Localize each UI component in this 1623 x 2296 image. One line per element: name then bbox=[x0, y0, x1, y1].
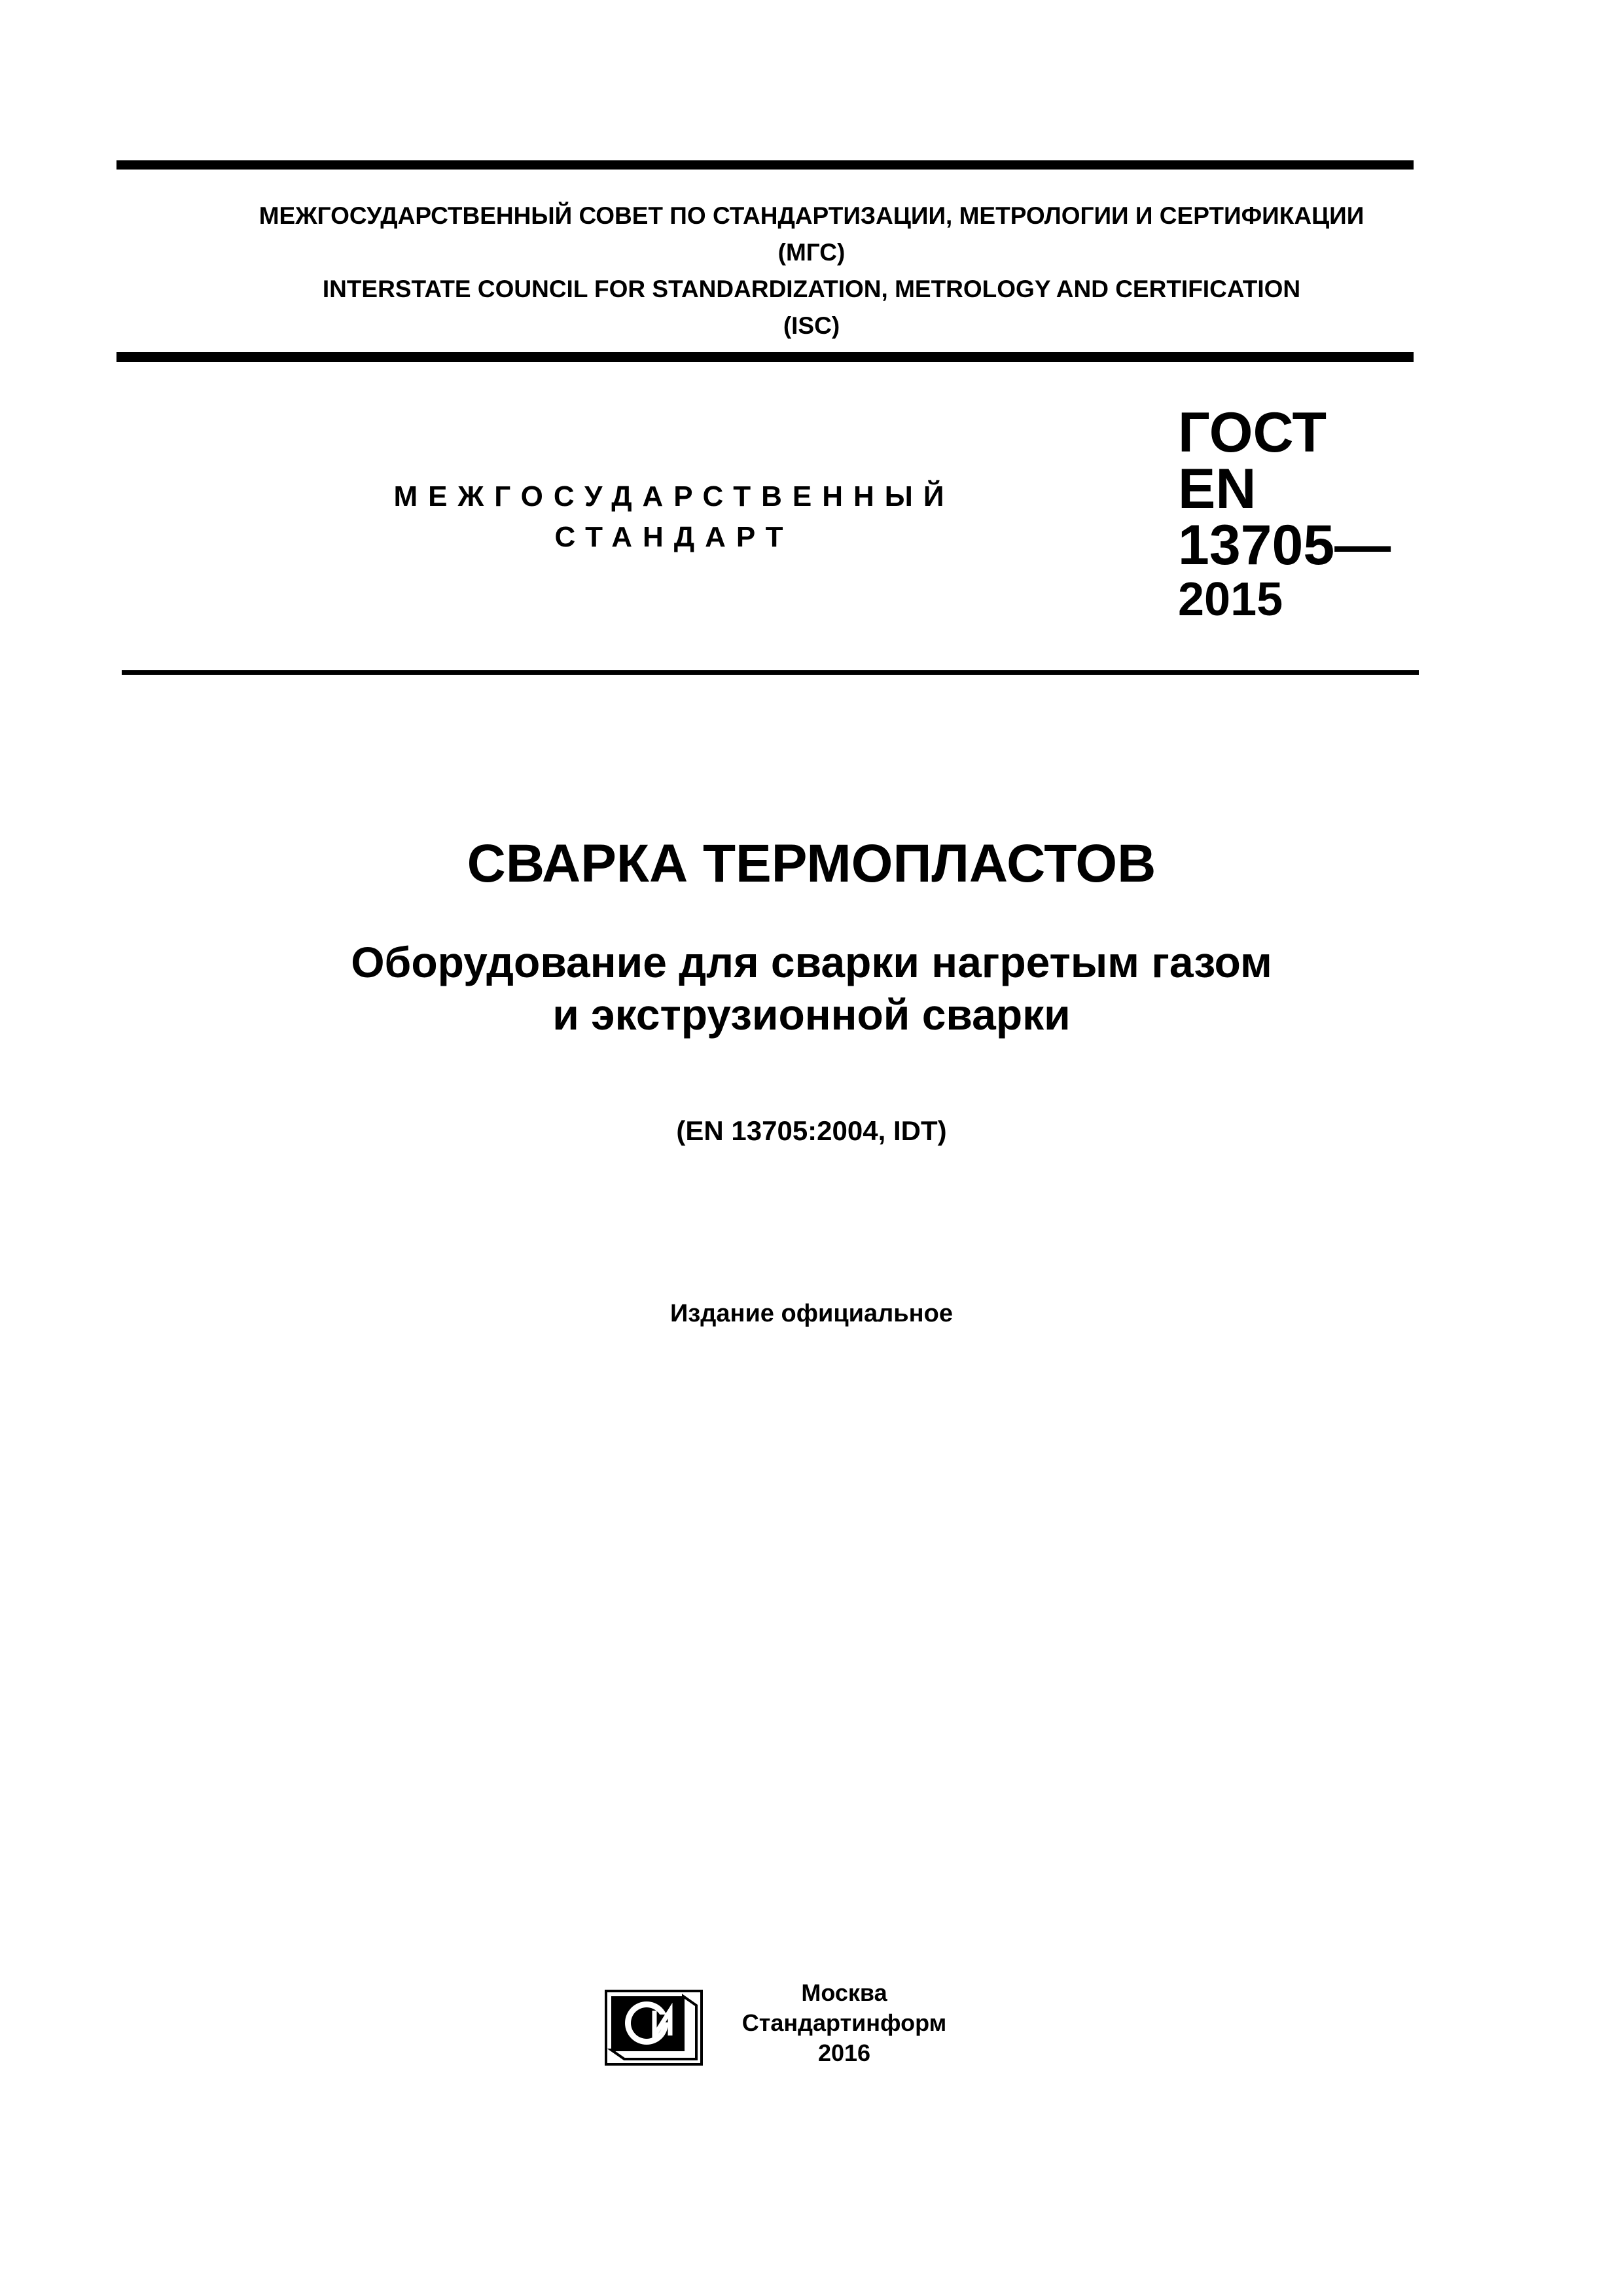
publisher-name: Стандартинформ bbox=[741, 2009, 947, 2036]
publisher-city: Москва bbox=[801, 1979, 887, 2006]
standard-code-line1: ГОСТ bbox=[1178, 401, 1327, 464]
publisher-year: 2016 bbox=[817, 2039, 871, 2066]
document-subtitle-line2: и экструзионной сварки bbox=[552, 990, 1071, 1039]
document-title: СВАРКА ТЕРМОПЛАСТОВ bbox=[467, 834, 1156, 893]
council-bottom-rule bbox=[116, 352, 1414, 362]
standard-kind-line1: МЕЖГОСУДАРСТВЕННЫЙ bbox=[393, 480, 955, 512]
standartinform-logo-icon bbox=[605, 1990, 703, 2066]
council-en: INTERSTATE COUNCIL FOR STANDARDIZATION, METROLOGY AND CERTIFICATION bbox=[322, 276, 1301, 302]
standard-kind-line2: СТАНДАРТ bbox=[554, 521, 794, 553]
standard-code-line3: 13705— bbox=[1178, 514, 1391, 577]
publisher-block bbox=[713, 1978, 975, 2068]
standard-code-year: 2015 bbox=[1178, 573, 1283, 626]
council-block bbox=[0, 198, 1623, 344]
top-rule bbox=[116, 160, 1414, 170]
document-subtitle bbox=[0, 936, 1623, 1041]
standard-code bbox=[1178, 401, 1391, 577]
designation-bottom-rule bbox=[122, 670, 1419, 675]
standard-code-line2: EN bbox=[1178, 457, 1257, 520]
identity-designation: (EN 13705:2004, IDT) bbox=[676, 1115, 947, 1146]
council-ru: МЕЖГОСУДАРСТВЕННЫЙ СОВЕТ ПО СТАНДАРТИЗАЦИИ, МЕТРОЛОГИИ И СЕРТИФИКАЦИИ bbox=[259, 202, 1364, 229]
standard-kind bbox=[366, 476, 982, 558]
document-subtitle-line1: Оборудование для сварки нагретым газом bbox=[351, 938, 1272, 986]
council-ru-abbr: (МГС) bbox=[777, 239, 846, 266]
edition-note: Издание официальное bbox=[670, 1300, 953, 1327]
council-en-abbr: (ISC) bbox=[783, 312, 840, 339]
